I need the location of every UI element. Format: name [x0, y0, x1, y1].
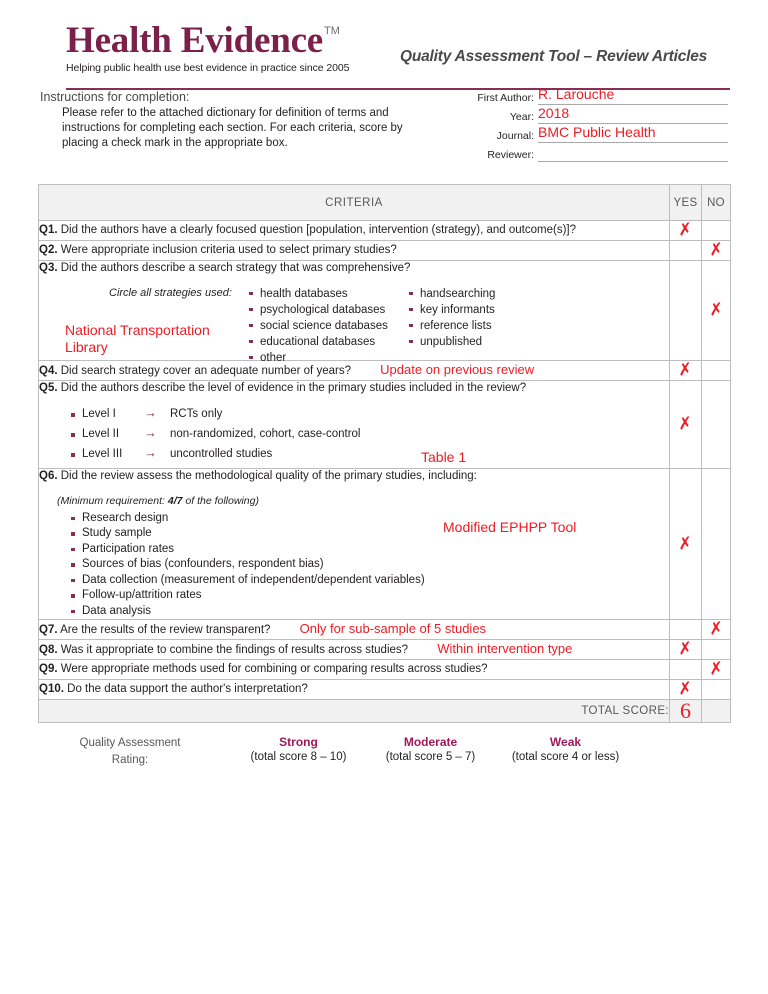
- q3-reviewer-note: National Transportation Library: [65, 321, 210, 356]
- strategy-columns: [247, 286, 567, 366]
- list-item: Data analysis: [69, 604, 669, 620]
- list-item: Study sample: [69, 526, 669, 542]
- question-text: Do the data support the author's interpretation?: [67, 682, 308, 695]
- table-row: [39, 221, 731, 241]
- level-description: uncontrolled studies: [170, 448, 273, 461]
- list-item[interactable]: key informants: [407, 302, 567, 318]
- total-score-label: TOTAL SCORE:: [39, 700, 670, 723]
- table-header-row: [39, 185, 731, 221]
- min-req-prefix: (Minimum requirement:: [57, 494, 165, 507]
- circle-all-strategies-label: Circle all strategies used:: [109, 286, 232, 299]
- strategy-list-right: [407, 286, 567, 350]
- criteria-cell-q9: [39, 660, 670, 680]
- criteria-cell-q5: [39, 380, 670, 469]
- list-item[interactable]: unpublished: [407, 334, 567, 350]
- table-row: [39, 241, 731, 261]
- q4-reviewer-note: Update on previous review: [380, 361, 535, 377]
- list-item[interactable]: reference lists: [407, 318, 567, 334]
- reviewer-label: Reviewer:: [487, 149, 534, 161]
- meta-row-reviewer: [462, 145, 728, 162]
- rating-option-moderate: [363, 735, 498, 763]
- meta-row-year: [462, 107, 728, 124]
- question-number: Q6.: [39, 470, 58, 483]
- rating-legend: [38, 731, 730, 787]
- criteria-cell-q1: [39, 221, 670, 241]
- criteria-cell-q8: [39, 640, 670, 660]
- level-row-2: [39, 426, 669, 446]
- question-number: Q4.: [39, 364, 58, 377]
- check-mark-icon: ✗: [677, 219, 694, 240]
- rating-range-strong: (total score 8 – 10): [250, 751, 347, 764]
- list-item[interactable]: psychological databases: [247, 302, 407, 318]
- year-field[interactable]: 2018: [538, 106, 728, 124]
- rating-name-weak: Weak: [549, 735, 582, 750]
- table-row: [39, 360, 731, 380]
- level-description: non-randomized, cohort, case-control: [170, 428, 361, 441]
- yes-checkbox-q2[interactable]: [670, 241, 702, 261]
- table-row: [39, 640, 731, 660]
- total-score-row: [39, 700, 731, 723]
- criteria-cell-q10: [39, 680, 670, 700]
- table-row: [39, 469, 731, 620]
- min-req-value: 4/7: [167, 494, 183, 507]
- level-name: Level III: [69, 447, 144, 463]
- strategy-list-left: [247, 286, 407, 366]
- list-item[interactable]: health databases: [247, 286, 407, 302]
- minimum-requirement-note: [57, 494, 669, 508]
- list-item: Participation rates: [69, 542, 669, 558]
- level-description: RCTs only: [170, 408, 223, 421]
- column-header-yes: YES: [670, 185, 702, 221]
- strategy-column-left: [247, 286, 407, 366]
- check-mark-icon: ✗: [707, 618, 725, 639]
- brand-title-line: [66, 22, 349, 59]
- question-number: Q9.: [39, 662, 58, 675]
- meta-row-journal: [462, 126, 728, 143]
- criteria-cell-q7: [39, 620, 670, 640]
- no-checkbox-q2[interactable]: [702, 241, 731, 261]
- criteria-cell-q3: [39, 261, 670, 364]
- no-checkbox-q6[interactable]: [702, 469, 731, 620]
- check-mark-icon: ✗: [677, 532, 694, 554]
- q6-quality-items-block: [39, 494, 669, 620]
- rating-option-strong: [226, 735, 371, 763]
- column-header-criteria: CRITERIA: [39, 185, 670, 221]
- level-row-1: [39, 406, 669, 426]
- instructions-title: Instructions for completion:: [40, 90, 190, 104]
- no-checkbox-q9[interactable]: [702, 660, 731, 680]
- q5-levels-block: [39, 406, 669, 468]
- level-row-3: [39, 446, 669, 466]
- check-mark-icon: ✗: [707, 658, 725, 679]
- yes-checkbox-q6[interactable]: [670, 469, 702, 620]
- criteria-cell-q4: [39, 360, 670, 380]
- table-row: [39, 660, 731, 680]
- brand-name: Health Evidence: [66, 20, 324, 61]
- question-text: Were appropriate inclusion criteria used to select primary studies?: [60, 243, 397, 256]
- question-number: Q7.: [39, 624, 58, 637]
- list-item[interactable]: handsearching: [407, 286, 567, 302]
- trademark-symbol: TM: [324, 24, 340, 37]
- list-item: Research design: [69, 511, 669, 527]
- question-text: Were appropriate methods used for combining or comparing results across studies?: [60, 662, 488, 675]
- criteria-table-wrapper: [38, 184, 730, 723]
- journal-label: Journal:: [496, 130, 534, 142]
- level-name: Level I: [69, 407, 144, 423]
- criteria-table: [38, 184, 731, 723]
- rating-name-moderate: Moderate: [403, 735, 458, 750]
- yes-checkbox-q5[interactable]: [670, 380, 702, 469]
- instructions-and-metadata: [0, 84, 768, 174]
- table-row: [39, 380, 731, 469]
- list-item: Follow-up/attrition rates: [69, 588, 669, 604]
- level-name: Level II: [69, 427, 144, 443]
- list-item[interactable]: educational databases: [247, 334, 407, 350]
- no-checkbox-q1[interactable]: [702, 221, 731, 241]
- question-number: Q10.: [39, 682, 64, 695]
- question-text: Did search strategy cover an adequate number of years?: [60, 364, 351, 377]
- check-mark-icon: ✗: [677, 678, 694, 699]
- instructions-block: [40, 90, 440, 152]
- no-checkbox-q10[interactable]: [702, 680, 731, 700]
- arrow-right-icon: →: [144, 445, 157, 461]
- rating-name-strong: Strong: [279, 735, 318, 750]
- column-header-no: NO: [702, 185, 731, 221]
- yes-checkbox-q10[interactable]: [670, 680, 702, 700]
- quality-assessment-rating-label: Quality Assessment Rating:: [79, 737, 181, 766]
- question-text: Was it appropriate to combine the findings of results across studies?: [60, 644, 409, 657]
- brand-tagline: Helping public health use best evidence in practice since 2005: [66, 62, 350, 74]
- first-author-label: First Author:: [477, 92, 534, 104]
- reviewer-field[interactable]: [538, 144, 728, 162]
- criteria-cell-q2: [39, 241, 670, 261]
- page-header: [0, 0, 768, 72]
- table-row: [39, 680, 731, 700]
- criteria-cell-q6: [39, 469, 670, 620]
- yes-checkbox-q9[interactable]: [670, 660, 702, 680]
- question-number: Q8.: [39, 644, 58, 657]
- rating-range-moderate: (total score 5 – 7): [385, 751, 476, 764]
- article-metadata-fields: [462, 88, 728, 164]
- yes-checkbox-q3[interactable]: [670, 261, 702, 361]
- check-mark-icon: ✗: [677, 638, 694, 659]
- no-checkbox-q4[interactable]: [702, 360, 731, 380]
- list-item: Sources of bias (confounders, respondent bias): [69, 557, 669, 573]
- question-number: Q2.: [39, 243, 58, 256]
- q6-reviewer-note: Modified EPHPP Tool: [443, 518, 577, 535]
- year-label: Year:: [509, 111, 534, 123]
- q3-strategies-block: [39, 286, 669, 364]
- check-mark-icon: ✗: [677, 413, 694, 434]
- rating-range-weak: (total score 4 or less): [511, 751, 620, 764]
- brand-logo: [66, 22, 349, 74]
- total-score-blank-cell: [702, 700, 731, 723]
- first-author-field[interactable]: R. Larouche: [538, 87, 728, 105]
- total-score-value[interactable]: 6: [670, 700, 702, 723]
- meta-row-first-author: [462, 88, 728, 105]
- list-item[interactable]: other: [247, 350, 407, 366]
- q8-reviewer-note: Within intervention type: [437, 641, 573, 657]
- yes-checkbox-q4[interactable]: [670, 360, 702, 380]
- question-text: Did the authors describe the level of evidence in the primary studies included in the review?: [60, 381, 527, 394]
- table-row: [39, 261, 731, 361]
- yes-checkbox-q7[interactable]: [670, 620, 702, 640]
- list-item: Data collection (measurement of independent/dependent variables): [69, 573, 669, 589]
- no-checkbox-q7[interactable]: [702, 620, 731, 640]
- rating-option-weak: [493, 735, 638, 763]
- instructions-body: Please refer to the attached dictionary for definition of terms and instructions for completing each section. For each criteria, score by placing a check mark in the appropriate box.: [62, 107, 403, 150]
- check-mark-icon: ✗: [707, 299, 725, 320]
- arrow-right-icon: →: [144, 405, 157, 421]
- question-text: Did the authors have a clearly focused question [population, intervention (strategy), and outcome(s)]?: [60, 223, 576, 236]
- question-number: Q1.: [39, 223, 58, 236]
- question-text: Did the review assess the methodological quality of the primary studies, including:: [60, 470, 477, 483]
- min-req-suffix: of the following): [185, 494, 259, 507]
- question-number: Q3.: [39, 262, 58, 274]
- yes-checkbox-q1[interactable]: [670, 221, 702, 241]
- strategy-column-right: [407, 286, 567, 366]
- check-mark-icon: ✗: [677, 358, 694, 380]
- table-row: [39, 620, 731, 640]
- q5-reviewer-note: Table 1: [421, 449, 467, 466]
- question-text: Are the results of the review transparent?: [60, 624, 271, 637]
- yes-checkbox-q8[interactable]: [670, 640, 702, 660]
- list-item[interactable]: social science databases: [247, 318, 407, 334]
- q7-reviewer-note: Only for sub-sample of 5 studies: [299, 621, 487, 637]
- arrow-right-icon: →: [144, 425, 157, 441]
- question-text: Did the authors describe a search strategy that was comprehensive?: [60, 262, 411, 274]
- journal-field[interactable]: BMC Public Health: [538, 125, 728, 143]
- no-checkbox-q5[interactable]: [702, 380, 731, 469]
- check-mark-icon: ✗: [707, 239, 725, 260]
- no-checkbox-q8[interactable]: [702, 640, 731, 660]
- question-number: Q5.: [39, 381, 58, 394]
- no-checkbox-q3[interactable]: [702, 261, 731, 361]
- document-title: Quality Assessment Tool – Review Articles: [400, 48, 708, 65]
